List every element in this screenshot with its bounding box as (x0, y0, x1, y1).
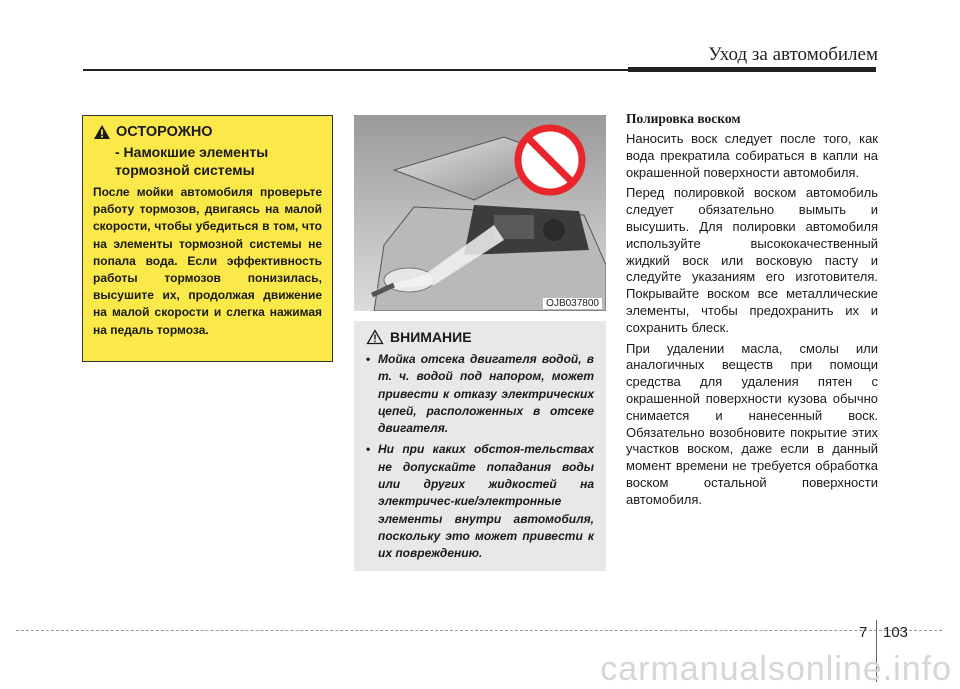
photo-code: OJB037800 (543, 298, 602, 309)
warning-box (354, 321, 606, 571)
engine-bay-illustration (354, 115, 606, 311)
warning-item (366, 441, 594, 562)
warning-triangle-icon (93, 124, 111, 140)
caution-subtitle: - Намокшие элементы тормозной системы (115, 144, 269, 178)
warning-list (366, 351, 594, 563)
watermark: carmanualsonline.info (600, 650, 952, 688)
text-column (626, 111, 878, 513)
caution-box (82, 115, 333, 362)
engine-bay-photo (354, 115, 606, 311)
warning-item (366, 351, 594, 437)
section-title: Полировка воском (626, 111, 741, 126)
bullet: • (366, 442, 371, 457)
caution-body: После мойки автомобиля проверьте работу тормозов, двигаясь на малой скорости, чтобы убедиться в том, что на элементы тормозной системы не попала вода. Если эффективность работы тормозов понизилась, высушите их, продолжая движение на малой скорости и слегка нажимая на педаль тормоза. (93, 185, 322, 337)
page-number: 103 (883, 624, 909, 641)
caution-header (93, 124, 322, 140)
warning-item-text: Ни при каких обстоя-тельствах не допускайте попадания воды или других жидкостей на электричес-кие/электронные элементы внутри автомобиля, поскольку это может привести к их повреждению. (378, 442, 594, 561)
warning-outline-triangle-icon (366, 329, 384, 345)
caution-title: ОСТОРОЖНО (116, 124, 213, 140)
header-tab (628, 67, 876, 72)
prohibited-icon (518, 128, 582, 192)
warning-header (366, 329, 594, 345)
bullet: • (366, 352, 371, 366)
paragraph: Перед полировкой воском автомобиль следует обязательно вымыть и высушить. Для полировки автомобиля используйте высококачественный жидкий воск или восковую пасту и следуйте указаниям его изготовителя. Покрывайте воском все металлические элементы, чтобы предохранить их и сохранить блеск. (626, 185, 878, 335)
page-header-title: Уход за автомобилем (708, 44, 878, 65)
warning-title: ВНИМАНИЕ (390, 329, 472, 345)
paragraph: При удалении масла, смолы или аналогичных веществ при помощи средства для удаления пятен с окрашенной поверхности кузова обычно снимается и нанесенный воск. Обязательно возобновите покрытие этих участков воском, даже если в данный момент времени не требуется обработка воском остальной поверхности автомобиля. (626, 340, 878, 507)
footer-rule (16, 630, 942, 631)
warning-item-text: Мойка отсека двигателя водой, в т. ч. водой под напором, может привести к отказу электрических цепей, расположенных в отсеке двигателя. (378, 352, 594, 436)
chapter-number: 7 (859, 624, 868, 641)
paragraph: Наносить воск следует после того, как вода прекратила собираться в капли на окрашенной поверхности автомобиля. (626, 131, 878, 180)
